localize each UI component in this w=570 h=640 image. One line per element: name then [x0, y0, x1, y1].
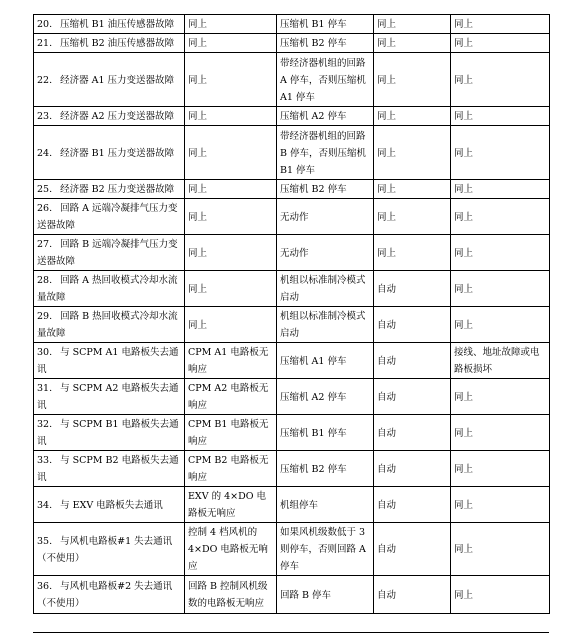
table-bottom-rule: [33, 632, 549, 633]
fault-name: 经济器 A1 压力变送器故障: [60, 74, 175, 86]
fault-cell: [34, 523, 185, 576]
cause-cell: 同上: [451, 180, 550, 199]
row-number: 28.: [37, 275, 53, 286]
reset-cell: 自动: [374, 415, 451, 451]
action-cell: 压缩机 B1 停车: [277, 415, 374, 451]
table-row: [34, 415, 550, 451]
fault-name: 与 SCPM A2 电路板失去通讯: [37, 383, 179, 411]
table-row: [34, 271, 550, 307]
fault-cell: [34, 343, 185, 379]
detection-cell: EXV 的 4×DO 电路板无响应: [185, 487, 277, 523]
action-cell: 压缩机 A2 停车: [277, 379, 374, 415]
cause-cell: 同上: [451, 487, 550, 523]
reset-cell: 自动: [374, 451, 451, 487]
row-number: 26.: [37, 203, 53, 214]
fault-name: 与风机电路板#1 失去通讯（不使用）: [37, 535, 173, 564]
action-cell: 如果风机级数低于 3 则停车，否则回路 A 停车: [277, 523, 374, 576]
action-cell: 无动作: [277, 199, 374, 235]
fault-cell: [34, 15, 185, 34]
fault-cell: [34, 53, 185, 107]
table-row: [34, 126, 550, 180]
fault-cell: [34, 415, 185, 451]
reset-cell: 同上: [374, 199, 451, 235]
fault-name: 回路 B 远端冷凝排气压力变送器故障: [37, 239, 178, 267]
fault-name: 回路 B 热回收模式冷却水流量故障: [37, 311, 178, 339]
fault-name: 压缩机 B2 油压传感器故障: [60, 38, 175, 49]
fault-name: 经济器 B2 压力变送器故障: [60, 184, 175, 195]
table-row: [34, 180, 550, 199]
action-cell: 压缩机 B2 停车: [277, 451, 374, 487]
table-row: [34, 235, 550, 271]
fault-cell: [34, 451, 185, 487]
fault-cell: [34, 107, 185, 126]
fault-table-body: [34, 15, 550, 614]
detection-cell: 同上: [185, 126, 277, 180]
table-row: [34, 379, 550, 415]
reset-cell: 自动: [374, 576, 451, 614]
detection-cell: 同上: [185, 15, 277, 34]
cause-cell: 同上: [451, 53, 550, 107]
row-number: 23.: [37, 111, 53, 122]
action-cell: 压缩机 A1 停车: [277, 343, 374, 379]
action-cell: 机组以标准制冷模式启动: [277, 307, 374, 343]
action-cell: 带经济器机组的回路 A 停车，否则压缩机 A1 停车: [277, 53, 374, 107]
fault-cell: [34, 487, 185, 523]
fault-name: 与 SCPM B2 电路板失去通讯: [37, 455, 179, 483]
cause-cell: 同上: [451, 379, 550, 415]
reset-cell: 自动: [374, 271, 451, 307]
fault-cell: [34, 271, 185, 307]
fault-cell: [34, 307, 185, 343]
row-number: 25.: [37, 184, 53, 195]
detection-cell: 同上: [185, 34, 277, 53]
table-row: [34, 307, 550, 343]
fault-name: 与 EXV 电路板失去通讯: [60, 499, 163, 511]
cause-cell: 接线、地址故障或电路板损坏: [451, 343, 550, 379]
action-cell: 回路 B 停车: [277, 576, 374, 614]
detection-cell: CPM B2 电路板无响应: [185, 451, 277, 487]
detection-cell: 同上: [185, 199, 277, 235]
fault-cell: [34, 235, 185, 271]
row-number: 21.: [37, 38, 53, 49]
table-row: [34, 53, 550, 107]
table-row: [34, 576, 550, 614]
row-number: 35.: [37, 535, 53, 547]
fault-name: 与风机电路板#2 失去通讯（不使用）: [37, 581, 173, 609]
fault-cell: [34, 576, 185, 614]
row-number: 34.: [37, 499, 53, 511]
reset-cell: 自动: [374, 307, 451, 343]
action-cell: 机组以标准制冷模式启动: [277, 271, 374, 307]
row-number: 27.: [37, 239, 53, 250]
fault-table: [33, 14, 550, 614]
table-row: [34, 451, 550, 487]
cause-cell: 同上: [451, 126, 550, 180]
reset-cell: 同上: [374, 126, 451, 180]
cause-cell: 同上: [451, 271, 550, 307]
reset-cell: 同上: [374, 235, 451, 271]
fault-cell: [34, 34, 185, 53]
detection-cell: 同上: [185, 107, 277, 126]
table-row: [34, 343, 550, 379]
reset-cell: 自动: [374, 523, 451, 576]
cause-cell: 同上: [451, 523, 550, 576]
fault-cell: [34, 379, 185, 415]
table-row: [34, 107, 550, 126]
detection-cell: 同上: [185, 180, 277, 199]
table-row: [34, 523, 550, 576]
row-number: 22.: [37, 74, 53, 86]
reset-cell: 同上: [374, 53, 451, 107]
detection-cell: CPM A1 电路板无响应: [185, 343, 277, 379]
cause-cell: 同上: [451, 451, 550, 487]
reset-cell: 同上: [374, 107, 451, 126]
cause-cell: 同上: [451, 15, 550, 34]
cause-cell: 同上: [451, 307, 550, 343]
cause-cell: 同上: [451, 415, 550, 451]
reset-cell: 同上: [374, 34, 451, 53]
fault-name: 压缩机 B1 油压传感器故障: [60, 19, 175, 30]
action-cell: 压缩机 B1 停车: [277, 15, 374, 34]
cause-cell: 同上: [451, 107, 550, 126]
action-cell: 机组停车: [277, 487, 374, 523]
detection-cell: 同上: [185, 271, 277, 307]
reset-cell: 自动: [374, 487, 451, 523]
table-row: [34, 15, 550, 34]
row-number: 33.: [37, 455, 53, 466]
detection-cell: CPM B1 电路板无响应: [185, 415, 277, 451]
detection-cell: 同上: [185, 235, 277, 271]
fault-cell: [34, 180, 185, 199]
fault-name: 与 SCPM A1 电路板失去通讯: [37, 347, 179, 375]
row-number: 32.: [37, 419, 53, 430]
row-number: 36.: [37, 581, 53, 592]
fault-name: 经济器 B1 压力变送器故障: [60, 147, 175, 159]
fault-name: 与 SCPM B1 电路板失去通讯: [37, 419, 179, 447]
reset-cell: 同上: [374, 180, 451, 199]
action-cell: 压缩机 B2 停车: [277, 180, 374, 199]
table-row: [34, 34, 550, 53]
row-number: 20.: [37, 19, 53, 30]
cause-cell: 同上: [451, 235, 550, 271]
detection-cell: CPM A2 电路板无响应: [185, 379, 277, 415]
row-number: 31.: [37, 383, 53, 394]
cause-cell: 同上: [451, 576, 550, 614]
detection-cell: 回路 B 控制风机级数的电路板无响应: [185, 576, 277, 614]
fault-cell: [34, 199, 185, 235]
reset-cell: 同上: [374, 15, 451, 34]
row-number: 24.: [37, 147, 53, 159]
reset-cell: 自动: [374, 343, 451, 379]
action-cell: 带经济器机组的回路 B 停车，否则压缩机 B1 停车: [277, 126, 374, 180]
reset-cell: 自动: [374, 379, 451, 415]
detection-cell: 同上: [185, 53, 277, 107]
detection-cell: 同上: [185, 307, 277, 343]
fault-name: 经济器 A2 压力变送器故障: [60, 111, 175, 122]
action-cell: 压缩机 A2 停车: [277, 107, 374, 126]
table-row: [34, 487, 550, 523]
fault-name: 回路 A 远端冷凝排气压力变送器故障: [37, 203, 178, 231]
cause-cell: 同上: [451, 34, 550, 53]
action-cell: 压缩机 B2 停车: [277, 34, 374, 53]
fault-cell: [34, 126, 185, 180]
cause-cell: 同上: [451, 199, 550, 235]
row-number: 30.: [37, 347, 53, 358]
detection-cell: 控制 4 档风机的 4×DO 电路板无响应: [185, 523, 277, 576]
row-number: 29.: [37, 311, 53, 322]
fault-name: 回路 A 热回收模式冷却水流量故障: [37, 275, 178, 303]
table-row: [34, 199, 550, 235]
action-cell: 无动作: [277, 235, 374, 271]
